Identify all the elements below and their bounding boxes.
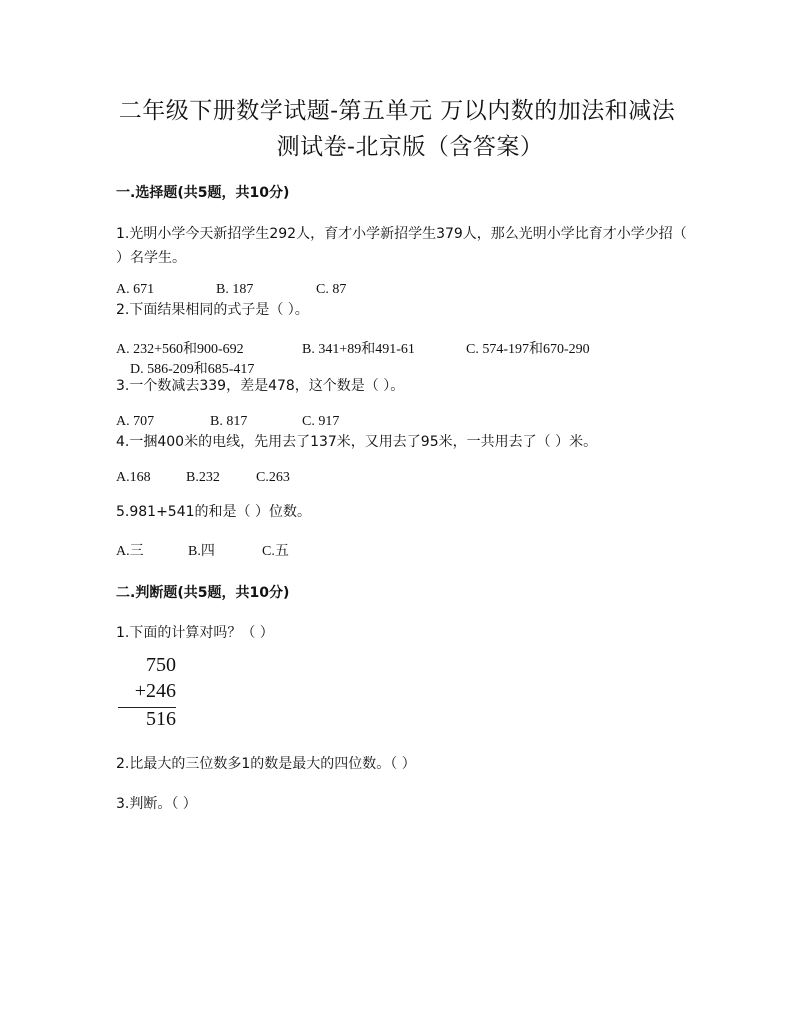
page-title-line1: 二年级下册数学试题-第五单元 万以内数的加法和减法: [118, 98, 676, 124]
judge-question-3-text: 3.判断。（ ）: [116, 796, 197, 812]
option-b: B.四: [188, 544, 215, 559]
option-a: A. 671: [116, 282, 155, 297]
calc-result: 516: [146, 708, 176, 730]
page-title-line2: 测试卷-北京版（含答案）: [276, 134, 544, 160]
calc-addend: +246: [134, 680, 176, 702]
question-1-text: 1.光明小学今天新招学生292人，育才小学新招学生379人，那么光明小学比育才小学少招（ ）名学生。: [116, 226, 687, 266]
option-c: C. 917: [302, 414, 340, 429]
judge-question-1-text: 1.下面的计算对吗？（ ）: [116, 625, 274, 641]
option-a: A.168: [116, 470, 151, 485]
option-b: B. 187: [216, 282, 254, 297]
section-heading-choice: 一.选择题(共5题，共10分): [116, 185, 290, 201]
option-a: A. 232+560和900-692: [116, 342, 244, 357]
option-c: C.五: [262, 544, 289, 559]
option-b: B.232: [186, 470, 220, 485]
option-d: D. 586-209和685-417: [130, 362, 255, 377]
question-3-text: 3.一个数减去339，差是478，这个数是（ ）。: [116, 378, 405, 394]
option-b: B. 817: [210, 414, 248, 429]
section-heading-judge: 二.判断题(共5题，共10分): [116, 585, 290, 601]
option-b: B. 341+89和491-61: [302, 342, 415, 357]
option-c: C.263: [256, 470, 290, 485]
option-c: C. 574-197和670-290: [466, 342, 590, 357]
question-4-text: 4.一捆400米的电线，先用去了137米，又用去了95米，一共用去了（ ）米。: [116, 434, 598, 450]
option-c: C. 87: [316, 282, 347, 297]
question-5-text: 5.981+541的和是（ ）位数。: [116, 504, 311, 520]
calc-top-number: 750: [146, 654, 176, 676]
option-a: A.三: [116, 544, 144, 559]
judge-question-2-text: 2.比最大的三位数多1的数是最大的四位数。（ ）: [116, 756, 416, 772]
question-2-text: 2.下面结果相同的式子是（ ）。: [116, 302, 309, 318]
option-a: A. 707: [116, 414, 155, 429]
